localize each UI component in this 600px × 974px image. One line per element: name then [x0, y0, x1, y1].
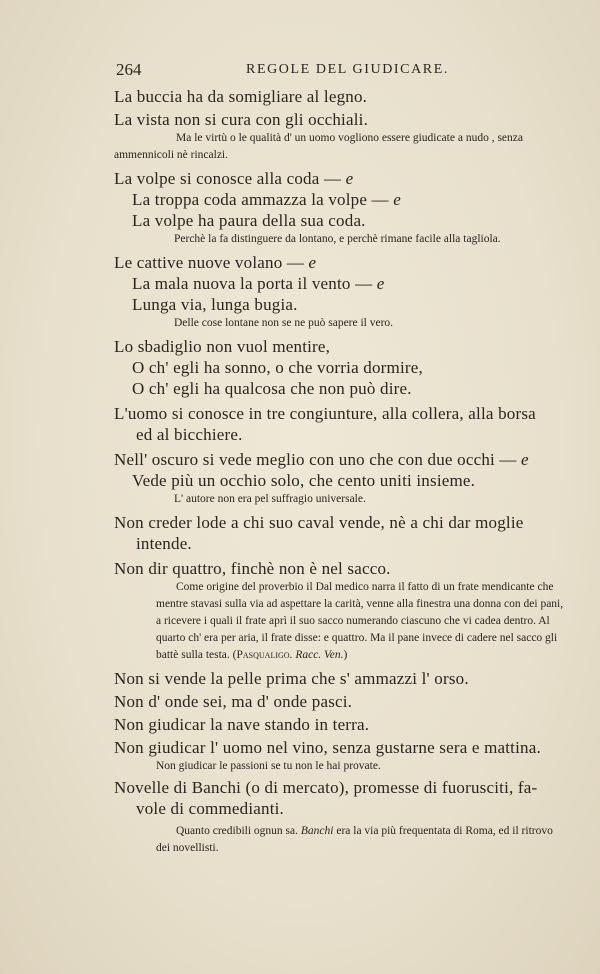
proverb: La mala nuova la porta il vento — e: [132, 274, 385, 293]
commentary: Come origine del proverbio il Dal medico narra il fatto di un frate mendicante che mentre stavasi sulla via ad aspettare la carità, venne alla finestra una donna con dei pani, a ricevere i quali il frate aprì il suo sacco numerando ciascuno che vi cadea dentro. Al quarto ch' era per aria, il frate disse: e quattro. Ma il pane invece di cadere nel sacco gli battè sulla testa. (Pasqualigo. Racc. Ven.): [156, 581, 564, 661]
proverb: Non giudicar la nave stando in terra.: [114, 715, 370, 734]
commentary: L' autore non era pel suffragio universale.: [174, 493, 366, 505]
proverb: Non d' onde sei, ma d' onde pasci.: [114, 692, 353, 711]
commentary: Delle cose lontane non se ne può sapere il vero.: [174, 317, 394, 329]
proverb: La buccia ha da somigliare al legno.: [114, 87, 368, 106]
proverb: La volpe si conosce alla coda — e: [114, 169, 354, 188]
commentary: Non giudicar le passioni se tu non le hai provate.: [156, 760, 381, 772]
proverb: Novelle di Banchi (o di mercato), promesse di fuorusciti, fa- vole di commedianti.: [114, 778, 538, 818]
proverb: La volpe ha paura della sua coda.: [132, 211, 366, 230]
running-title: REGOLE DEL GIUDICARE.: [246, 62, 450, 77]
commentary: Perchè la fa distinguere da lontano, e perchè rimane facile alla tagliola.: [174, 233, 501, 245]
proverb: Le cattive nuove volano — e: [114, 253, 317, 272]
proverb: Vede più un occhio solo, che cento uniti insieme.: [132, 471, 476, 490]
proverb: Lunga via, lunga bugia.: [132, 295, 298, 314]
proverb: Nell' oscuro si vede meglio con uno che con due occhi — e: [114, 450, 529, 469]
proverb: La vista non si cura con gli occhiali.: [114, 110, 369, 129]
proverb: L'uomo si conosce in tre congiunture, alla collera, alla borsa ed al bicchiere.: [114, 404, 536, 444]
proverb: Non si vende la pelle prima che s' ammazzi l' orso.: [114, 669, 469, 688]
commentary: Ma le virtù o le qualità d' un uomo vogliono essere giudicate a nudo , senza ammennicoli nè rincalzi.: [114, 132, 523, 161]
proverb: O ch' egli ha sonno, o che vorria dormire,: [132, 358, 423, 377]
page-body: [114, 86, 566, 857]
proverb: Non dir quattro, finchè non è nel sacco.: [114, 559, 391, 578]
page-number: 264: [116, 60, 142, 79]
page-header: [116, 60, 562, 82]
proverb: Non giudicar l' uomo nel vino, senza gustarne sera e mattina.: [114, 738, 541, 757]
proverb: La troppa coda ammazza la volpe — e: [132, 190, 401, 209]
commentary: Quanto credibili ognun sa. Banchi era la via più frequentata di Roma, ed il ritrovo dei novellisti.: [156, 825, 553, 854]
proverb: Lo sbadiglio non vuol mentire,: [114, 337, 331, 356]
proverb: Non creder lode a chi suo caval vende, nè a chi dar moglie intende.: [114, 513, 524, 553]
proverb: O ch' egli ha qualcosa che non può dire.: [132, 379, 412, 398]
